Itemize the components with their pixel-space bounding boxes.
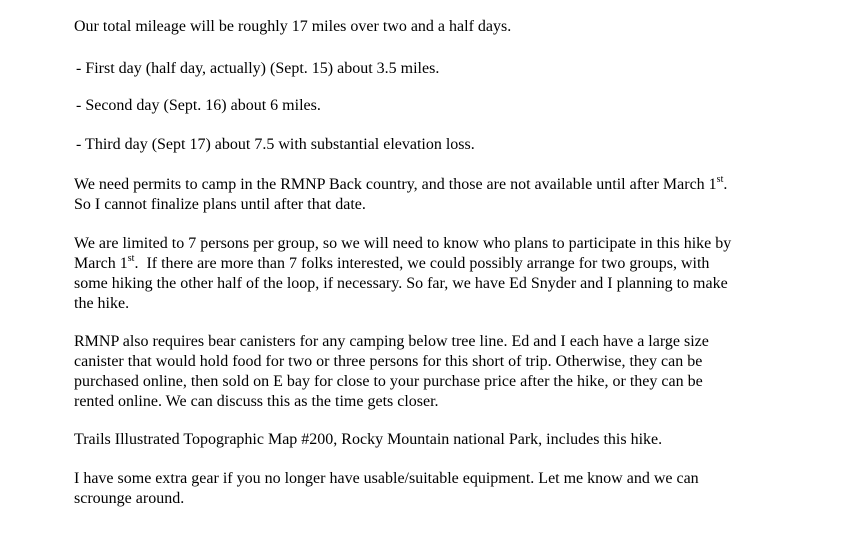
paragraph-total-mileage: Our total mileage will be roughly 17 miles over two and a half days. — [74, 18, 512, 35]
paragraph-bear-canisters-line-4: rented online. We can discuss this as the time gets closer. — [74, 393, 439, 410]
paragraph-group-limit-line-1: We are limited to 7 persons per group, so we will need to know who plans to participate in this hike by — [74, 235, 732, 252]
paragraph-group-limit-line-2 — [74, 254, 709, 274]
paragraph-bear-canisters-line-2: canister that would hold food for two or three persons for this short of trip. Otherwise, they can be — [74, 353, 703, 370]
paragraph-map-reference: Trails Illustrated Topographic Map #200, Rocky Mountain national Park, includes this hike. — [74, 431, 663, 448]
paragraph-group-limit-line-3: some hiking the other half of the loop, if necessary. So far, we have Ed Snyder and I planning to make — [74, 275, 728, 292]
paragraph-group-limit-line-4: the hike. — [74, 295, 130, 312]
paragraph-bear-canisters-line-1: RMNP also requires bear canisters for any camping below tree line. Ed and I each have a large size — [74, 333, 709, 350]
march-superscript: st — [127, 252, 135, 264]
bullet-first-day: - First day (half day, actually) (Sept. 15) about 3.5 miles. — [76, 60, 440, 77]
bullet-second-day: - Second day (Sept. 16) about 6 miles. — [76, 97, 321, 114]
permits-period: . — [723, 176, 728, 193]
bullet-third-day: - Third day (Sept 17) about 7.5 with substantial elevation loss. — [76, 136, 475, 153]
paragraph-permits-line-1 — [74, 175, 727, 195]
group-limit-continuation: . If there are more than 7 folks interested, we could possibly arrange for two groups, with — [134, 255, 710, 272]
paragraph-permits-line-2: So I cannot finalize plans until after that date. — [74, 196, 366, 213]
paragraph-extra-gear-line-2: scrounge around. — [74, 490, 185, 507]
permits-text: We need permits to camp in the RMNP Back country, and those are not available until after March 1 — [74, 176, 717, 193]
march-text: March 1 — [74, 255, 128, 272]
paragraph-bear-canisters-line-3: purchased online, then sold on E bay for close to your purchase price after the hike, or they can be — [74, 373, 703, 390]
permits-superscript: st — [716, 173, 724, 185]
paragraph-extra-gear-line-1: I have some extra gear if you no longer have usable/suitable equipment. Let me know and we can — [74, 470, 699, 487]
